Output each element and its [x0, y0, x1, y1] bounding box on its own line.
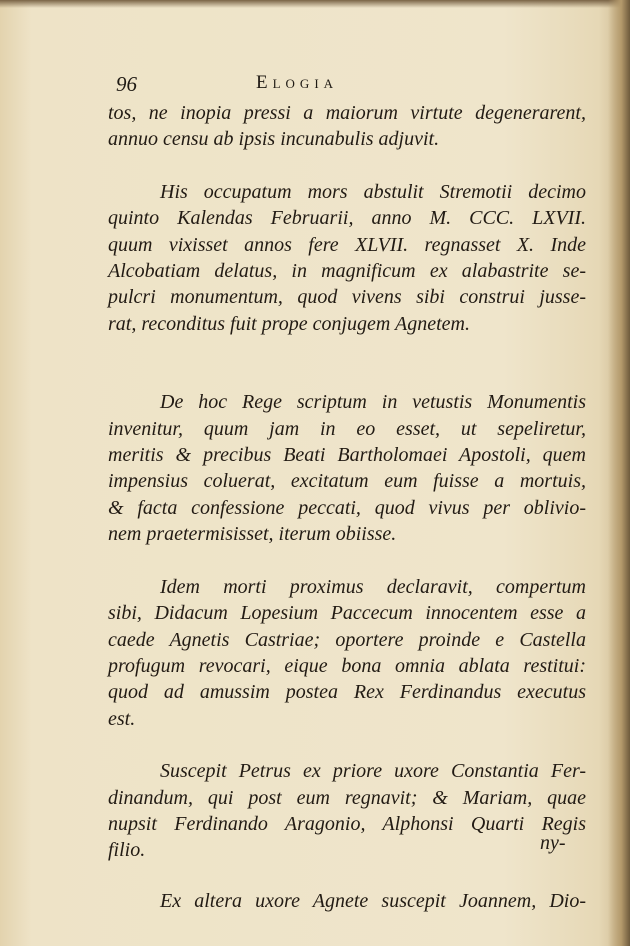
text-line: rat, reconditus fuit prope conjugem Agnetem. [108, 312, 470, 335]
text-line: meritis & precibus Beati Bartholomaei Apostoli, quem [108, 444, 586, 467]
page-header [116, 72, 586, 102]
paragraph-1 [108, 100, 586, 153]
paragraph-3 [108, 389, 586, 547]
text-line: quum vixisset annos fere XLVII. regnasset X. Inde [108, 233, 586, 256]
text-line: quod ad amussim postea Rex Ferdinandus executus [108, 681, 586, 704]
text-line: impensius coluerat, excitatum eum fuisse a mortuis, [108, 470, 586, 493]
text-line: tos, ne inopia pressi a maiorum virtute degenerarent, [108, 102, 586, 124]
text-line: filio. [108, 839, 146, 862]
text-line: profugum revocari, eique bona omnia ablata restitui: [108, 654, 586, 677]
body-text [108, 100, 586, 914]
text-line: pulcri monumentum, quod vivens sibi construi jusse- [108, 286, 586, 309]
text-line: invenitur, quum jam in eo esset, ut sepeliretur, [108, 417, 586, 440]
page-right-edge [608, 0, 630, 946]
text-line: dinandum, qui post eum regnavit; & Mariam, quae [108, 786, 586, 809]
text-line: nupsit Ferdinando Aragonio, Alphonsi Quarti Regis [108, 812, 586, 835]
text-line: De hoc Rege scriptum in vetustis Monumentis [160, 391, 586, 414]
text-line: est. [108, 707, 136, 730]
paragraph-5 [108, 758, 586, 864]
text-line: sibi, Didacum Lopesium Paccecum innocentem esse a [108, 602, 586, 625]
text-line: annuo censu ab ipsis incunabulis adjuvit. [108, 128, 440, 151]
paragraph-4 [108, 574, 586, 732]
page-number: 96 [116, 72, 137, 96]
text-line: & facta confessione peccati, quod vivus per oblivio- [108, 496, 586, 519]
page-top-shadow [0, 0, 630, 8]
text-line: caede Agnetis Castriae; oportere proinde e Castella [108, 628, 586, 651]
catchword: ny- [540, 832, 566, 854]
text-line: His occupatum mors abstulit Stremotii decimo [160, 180, 586, 203]
text-line: Suscepit Petrus ex priore uxore Constantia Fer- [160, 760, 586, 783]
text-line: Ex altera uxore Agnete suscepit Joannem, Dio- [160, 889, 586, 912]
text-line: nem praetermisisset, iterum obiisse. [108, 523, 397, 546]
paragraph-6 [108, 888, 586, 914]
paragraph-2 [108, 179, 586, 337]
text-line: Alcobatiam delatus, in magnificum ex alabastrite se- [108, 260, 586, 283]
running-title: Elogia [256, 72, 339, 93]
text-line: Idem morti proximus declaravit, compertum [160, 575, 586, 598]
text-line: quinto Kalendas Februarii, anno M. CCC. LXVII. [108, 207, 586, 230]
